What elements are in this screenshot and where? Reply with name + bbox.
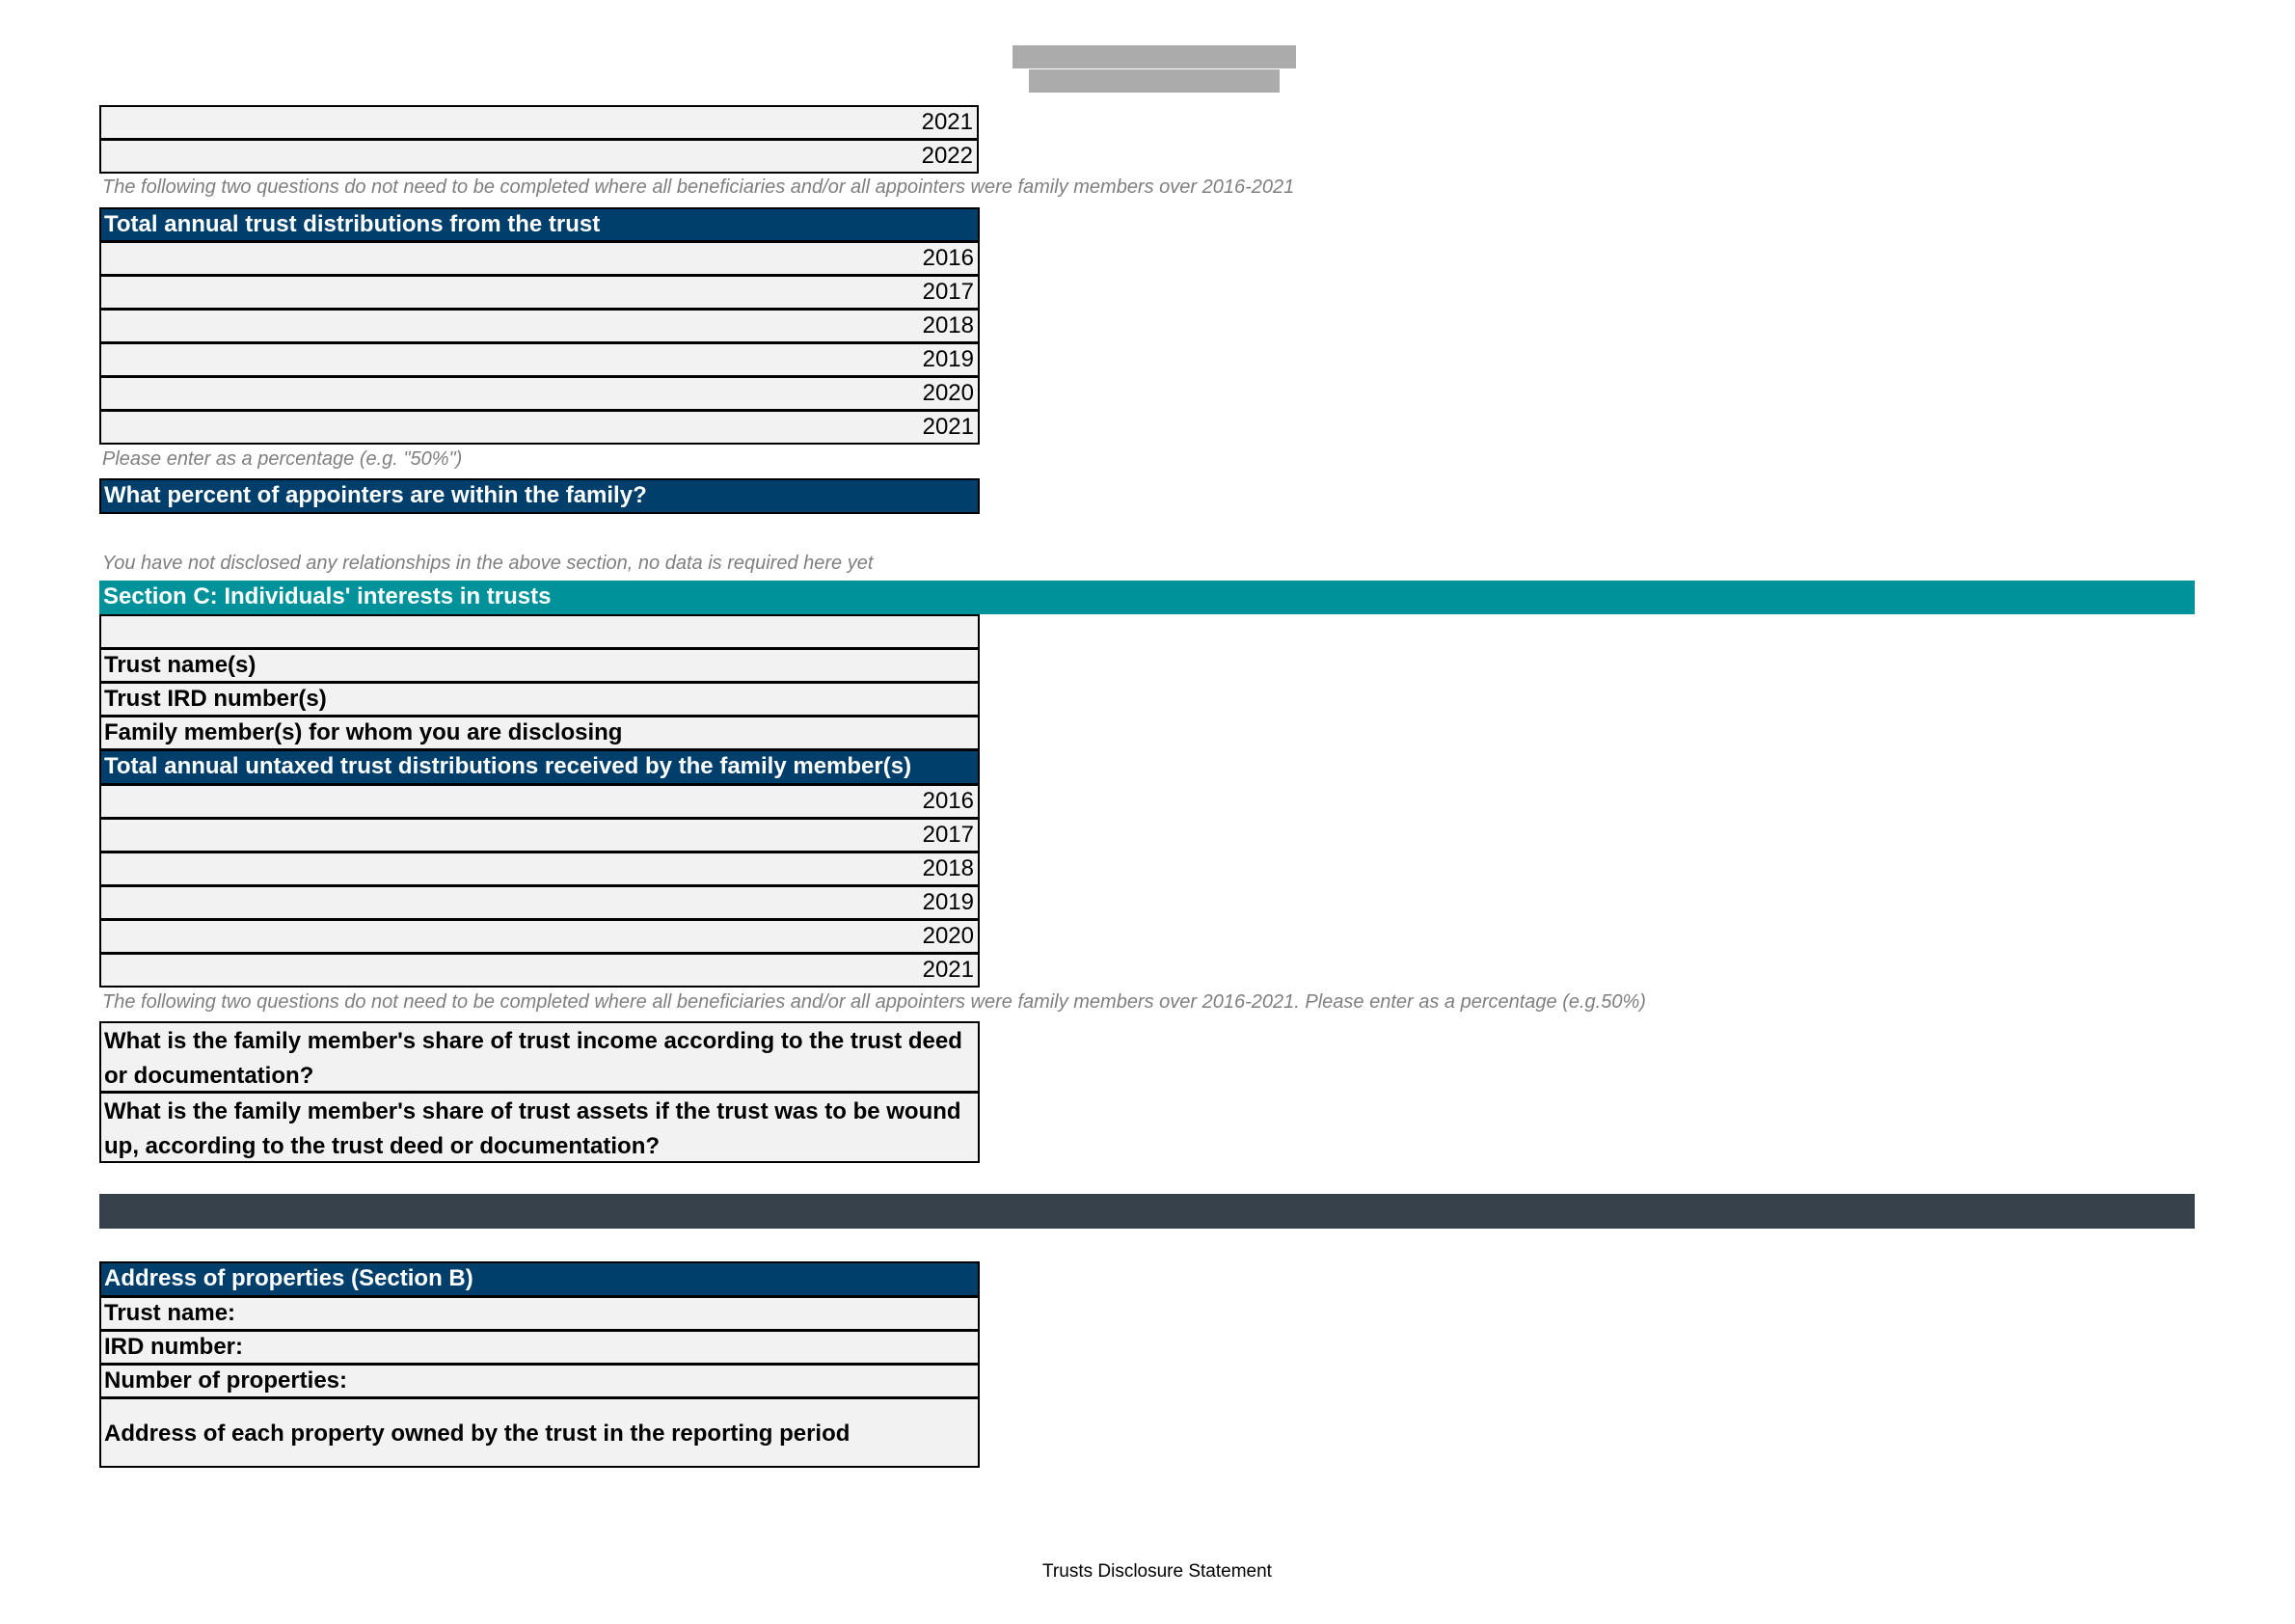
trust-names-label: Trust name(s) <box>99 648 980 683</box>
properties-address-each[interactable] <box>99 1397 980 1468</box>
distribution-row-2017[interactable]: 2017 <box>99 275 980 310</box>
year-cell-2022-top[interactable]: 2022 <box>99 139 979 174</box>
distributions-header: Total annual trust distributions from the trust <box>99 207 980 242</box>
appointers-header: What percent of appointers are within the family? <box>99 478 980 514</box>
family-members-label: Family member(s) for whom you are disclosing <box>99 716 980 750</box>
untaxed-row-2021[interactable]: 2021 <box>99 953 980 988</box>
untaxed-row-2016[interactable]: 2016 <box>99 784 980 819</box>
distribution-row-2020[interactable]: 2020 <box>99 376 980 411</box>
properties-header: Address of properties (Section B) <box>99 1261 980 1297</box>
distribution-row-2016[interactable]: 2016 <box>99 241 980 276</box>
note-two-questions-percentage: The following two questions do not need to be completed where all beneficiaries and/or all appointers were family members over 2016-2021. Please enter as a percentage (e.g.50%) <box>102 991 1646 1013</box>
question-assets-share[interactable]: What is the family member's share of trust assets if the trust was to be wound up, according to the trust deed or documentation? <box>99 1092 980 1163</box>
question-income-share[interactable]: What is the family member's share of trust income according to the trust deed or documentation? <box>99 1021 980 1093</box>
trust-ird-label: Trust IRD number(s) <box>99 682 980 717</box>
untaxed-row-2017[interactable]: 2017 <box>99 818 980 853</box>
untaxed-row-2019[interactable]: 2019 <box>99 885 980 920</box>
properties-count[interactable]: Number of properties: <box>99 1364 980 1398</box>
untaxed-header: Total annual untaxed trust distributions received by the family member(s) <box>99 749 980 785</box>
redacted-title <box>1012 45 1296 68</box>
distribution-row-2019[interactable]: 2019 <box>99 342 980 377</box>
page-footer: Trusts Disclosure Statement <box>1042 1561 1272 1582</box>
note-no-relationships: You have not disclosed any relationships in the above section, no data is required here yet <box>102 553 874 574</box>
redacted-subtitle <box>1029 69 1280 93</box>
untaxed-row-2020[interactable]: 2020 <box>99 919 980 954</box>
note-two-questions: The following two questions do not need to be completed where all beneficiaries and/or all appointers were family members over 2016-2021 <box>102 176 1295 198</box>
section-c-title: Section C: Individuals' interests in trusts <box>99 581 2195 614</box>
untaxed-row-2018[interactable]: 2018 <box>99 852 980 886</box>
properties-ird-number[interactable]: IRD number: <box>99 1330 980 1365</box>
section-divider-bar <box>99 1194 2195 1229</box>
properties-address-each-label: Address of each property owned by the trust in the reporting period <box>104 1421 850 1447</box>
distribution-row-2018[interactable]: 2018 <box>99 309 980 343</box>
section-c-blank-row[interactable] <box>99 614 980 649</box>
year-cell-2021-top[interactable]: 2021 <box>99 105 979 140</box>
distribution-row-2021[interactable]: 2021 <box>99 410 980 445</box>
properties-trust-name[interactable]: Trust name: <box>99 1296 980 1331</box>
note-percentage: Please enter as a percentage (e.g. "50%") <box>102 448 463 470</box>
